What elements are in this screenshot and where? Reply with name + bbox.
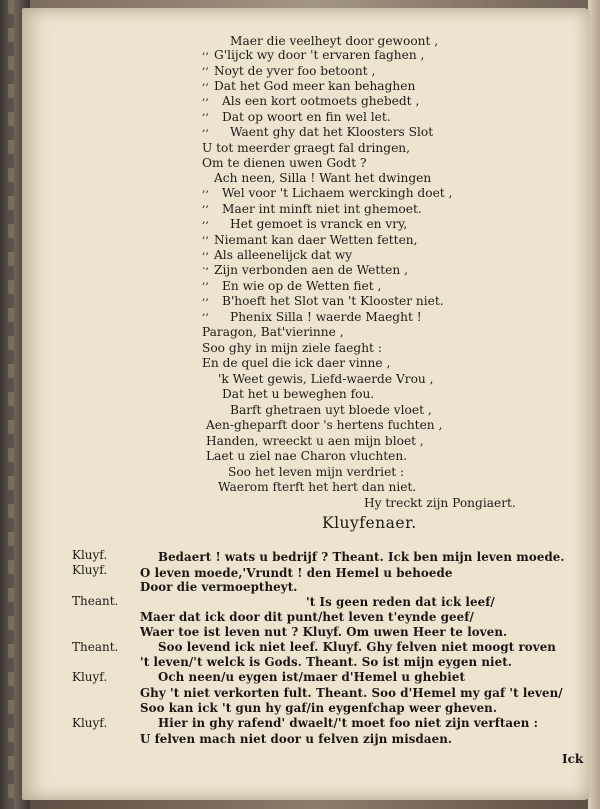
quote-mark: ,, (202, 90, 209, 103)
dialogue-line: Soo levend ick niet leef. Kluyf. Ghy felven niet moogt roven (158, 640, 556, 654)
poem-line: Dat het God meer kan behaghen (214, 79, 416, 93)
poem-line: Aen-gheparft door 's hertens fuchten , (206, 418, 443, 432)
quote-mark: ,, (202, 244, 209, 257)
poem-line: Waent ghy dat het Kloosters Slot (230, 125, 434, 139)
poem-line: Paragon, Bat'vierinne , (202, 325, 344, 339)
quote-mark: ,, (202, 228, 209, 241)
poem-line: En wie op de Wetten fiet , (222, 279, 382, 293)
catchword: Ick (562, 752, 584, 766)
quote-mark: ,, (202, 305, 209, 318)
dialogue-line: 't leven/'t welck is Gods. Theant. So ist mijn eygen niet. (140, 655, 513, 669)
poem-line: Soo ghy in mijn ziele faeght : (202, 341, 382, 355)
quote-mark: ,, (202, 290, 209, 303)
dialogue-line: Bedaert ! wats u bedrijf ? Theant. Ick ben mijn leven moede. (158, 550, 565, 564)
dialogue-line: Door die vermoeptheyt. (140, 580, 298, 594)
quote-mark: ., (202, 259, 209, 272)
dialogue-line: Maer dat ick door dit punt/het leven t'eynde geef/ (140, 610, 474, 624)
poem-line: B'hoeft het Slot van 't Klooster niet. (222, 294, 444, 308)
dialogue-line: Soo kan ick 't gun hy gaf/in eygenfchap weer gheven. (140, 701, 498, 715)
poem-line: 'k Weet gewis, Liefd-waerde Vrou , (218, 372, 434, 386)
quote-mark: ,, (202, 44, 209, 57)
speaker-label: Theant. (72, 594, 119, 608)
dialogue-line: O leven moede,'Vrundt ! den Hemel u behoede (140, 566, 453, 580)
poem-line: G'lijck wy door 't ervaren faghen , (214, 48, 425, 62)
poem-line: Ach neen, Silla ! Want het dwingen (214, 171, 432, 185)
poem-line: Waerom fterft het hert dan niet. (218, 480, 417, 494)
poem-line: Soo het leven mijn verdriet : (228, 465, 405, 479)
poem-line: Maer int minft niet int ghemoet. (222, 202, 422, 216)
speaker-label: Kluyf. (72, 716, 108, 730)
poem-line: Laet u ziel nae Charon vluchten. (206, 449, 408, 463)
quote-mark: ,, (202, 75, 209, 88)
quote-mark: ,, (202, 121, 209, 134)
quote-mark: ,, (202, 274, 209, 287)
dialogue-line: Waer toe ist leven nut ? Kluyf. Om uwen Heer te loven. (140, 625, 508, 639)
poem-line: U tot meerder graegt fal dringen, (202, 141, 411, 155)
poem-line: Dat het u beweghen fou. (222, 387, 375, 401)
dialogue-line: Hier in ghy rafend' dwaelt/'t moet foo niet zijn verftaen : (158, 716, 539, 730)
poem-line: Om te dienen uwen Godt ? (202, 156, 367, 170)
quote-mark: ,, (202, 213, 209, 226)
quote-mark: ,, (202, 182, 209, 195)
speaker-label: Kluyf. (72, 548, 108, 562)
poem-line: Phenix Silla ! waerde Maeght ! (230, 310, 422, 324)
speaker-label: Kluyf. (72, 563, 108, 577)
speaker-label: Kluyf. (72, 670, 108, 684)
scene-title: Kluyfenaer. (322, 514, 417, 532)
quote-mark: ,, (202, 197, 209, 210)
poem-line: Niemant kan daer Wetten fetten, (214, 233, 418, 247)
dialogue-line: U felven mach niet door u felven zijn misdaen. (140, 732, 453, 746)
poem-line: Als een kort ootmoets ghebedt , (222, 94, 420, 108)
poem-line: Barft ghetraen uyt bloede vloet , (230, 403, 432, 417)
poem-line: Maer die veelheyt door gewoont , (230, 34, 439, 48)
quote-mark: ,, (202, 59, 209, 72)
poem-line: Wel voor 't Lichaem werckingh doet , (222, 186, 453, 200)
poem-line: Als alleenelijck dat wy (214, 248, 353, 262)
poem-line: Het gemoet is vranck en vry, (230, 217, 408, 231)
speaker-label: Theant. (72, 640, 119, 654)
dialogue-line: Ghy 't niet verkorten fult. Theant. Soo d'Hemel my gaf 't leven/ (140, 686, 563, 700)
stage-direction: Hy treckt zijn Pongiaert. (364, 496, 516, 510)
poem-line: En de quel die ick daer vinne , (202, 356, 391, 370)
poem-line: Handen, wreeckt u aen mijn bloet , (206, 434, 424, 448)
quote-mark: ,, (202, 105, 209, 118)
poem-line: Dat op woort en fin wel let. (222, 110, 391, 124)
dialogue-line: Och neen/u eygen ist/maer d'Hemel u ghebiet (158, 670, 466, 684)
poem-line: Noyt de yver foo betoont , (214, 64, 376, 78)
poem-line: Zijn verbonden aen de Wetten , (214, 263, 408, 277)
bottom-background-strip (30, 799, 600, 809)
dialogue-line: 't Is geen reden dat ick leef/ (306, 595, 495, 609)
